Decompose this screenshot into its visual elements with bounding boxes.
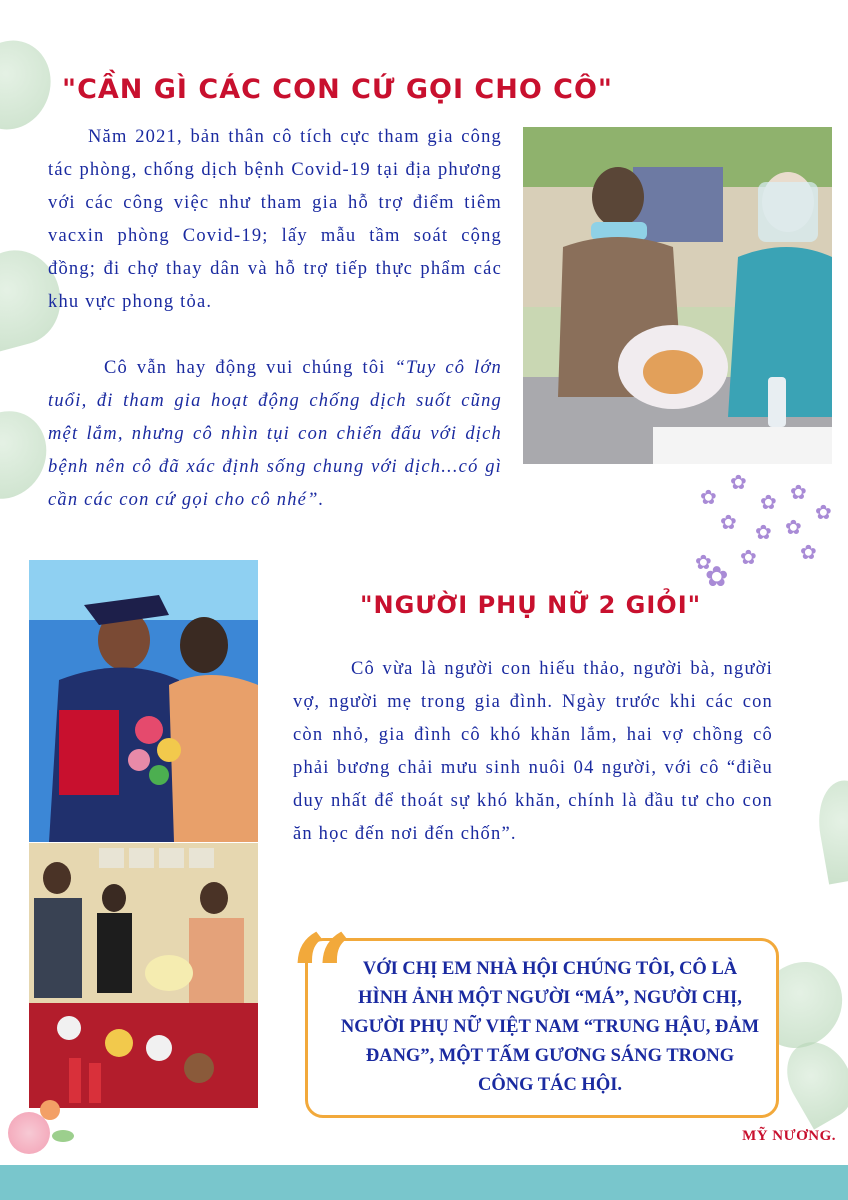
section-2-paragraph: Cô vừa là người con hiếu thảo, người bà, người vợ, người mẹ trong gia đình. Ngày trước khi các con còn nhỏ, gia đình cô khó khăn lắm, hai vợ chồng cô phải bương chải mưu sinh nuôi 04 người, với cô “điều duy nhất để thoát sự khó khăn, chính là đầu tư cho con ăn học đến nơi đến chốn”. bbox=[293, 659, 773, 844]
leaf-decoration bbox=[812, 776, 848, 885]
section-1-paragraph-1: Năm 2021, bản thân cô tích cực tham gia công tác phòng, chống dịch bệnh Covid-19 tại địa phương với các công việc như tham gia hỗ trợ điểm tiêm vacxin phòng Covid-19; lấy mẫu tầm soát cộng đồng; đi chợ thay dân và hỗ trợ tiếp thực phẩm các khu vực phong tỏa. bbox=[48, 127, 502, 312]
paragraph-2-intro: Cô vẫn hay động vui chúng tôi bbox=[104, 358, 395, 378]
quote-text: VỚI CHỊ EM NHÀ HỘI CHÚNG TÔI, CÔ LÀ HÌNH ẢNH MỘT NGƯỜI “MÁ”, NGƯỜI CHỊ, NGƯỜI PHỤ NỮ VIỆT NAM “TRUNG HẬU, ĐẢM ĐANG”, MỘT TẤM GƯƠNG SÁNG TRONG CÔNG TÁC HỘI. bbox=[340, 959, 760, 1095]
flower-decoration: ✿ ✿ ✿ ✿ ✿ ✿ ✿ ✿ ✿ ✿ ✿ ✿ bbox=[695, 472, 832, 593]
author-signature: MỸ NƯƠNG. bbox=[742, 1128, 836, 1144]
photo-family bbox=[29, 843, 258, 1108]
photo-graduation bbox=[29, 560, 258, 842]
photo-covid-support bbox=[523, 127, 832, 464]
quote-mark-icon: “ bbox=[290, 910, 354, 1039]
section-2-title: "NGƯỜI PHỤ NỮ 2 GIỎI" bbox=[360, 591, 702, 619]
paragraph-2-quote: “Tuy cô lớn tuổi, đi tham gia hoạt động chống dịch suốt cũng mệt lắm, nhưng cô nhìn tụi con chiến đấu với dịch bệnh nên cô đã xác định sống chung với dịch...có gì cần các con cứ gọi cho cô nhé”. bbox=[48, 358, 502, 510]
rose-decoration bbox=[0, 1100, 80, 1170]
section-1-paragraph-2 bbox=[48, 352, 502, 517]
section-1-title: "CẦN GÌ CÁC CON CỨ GỌI CHO CÔ" bbox=[62, 74, 614, 105]
bottom-band bbox=[0, 1165, 848, 1200]
